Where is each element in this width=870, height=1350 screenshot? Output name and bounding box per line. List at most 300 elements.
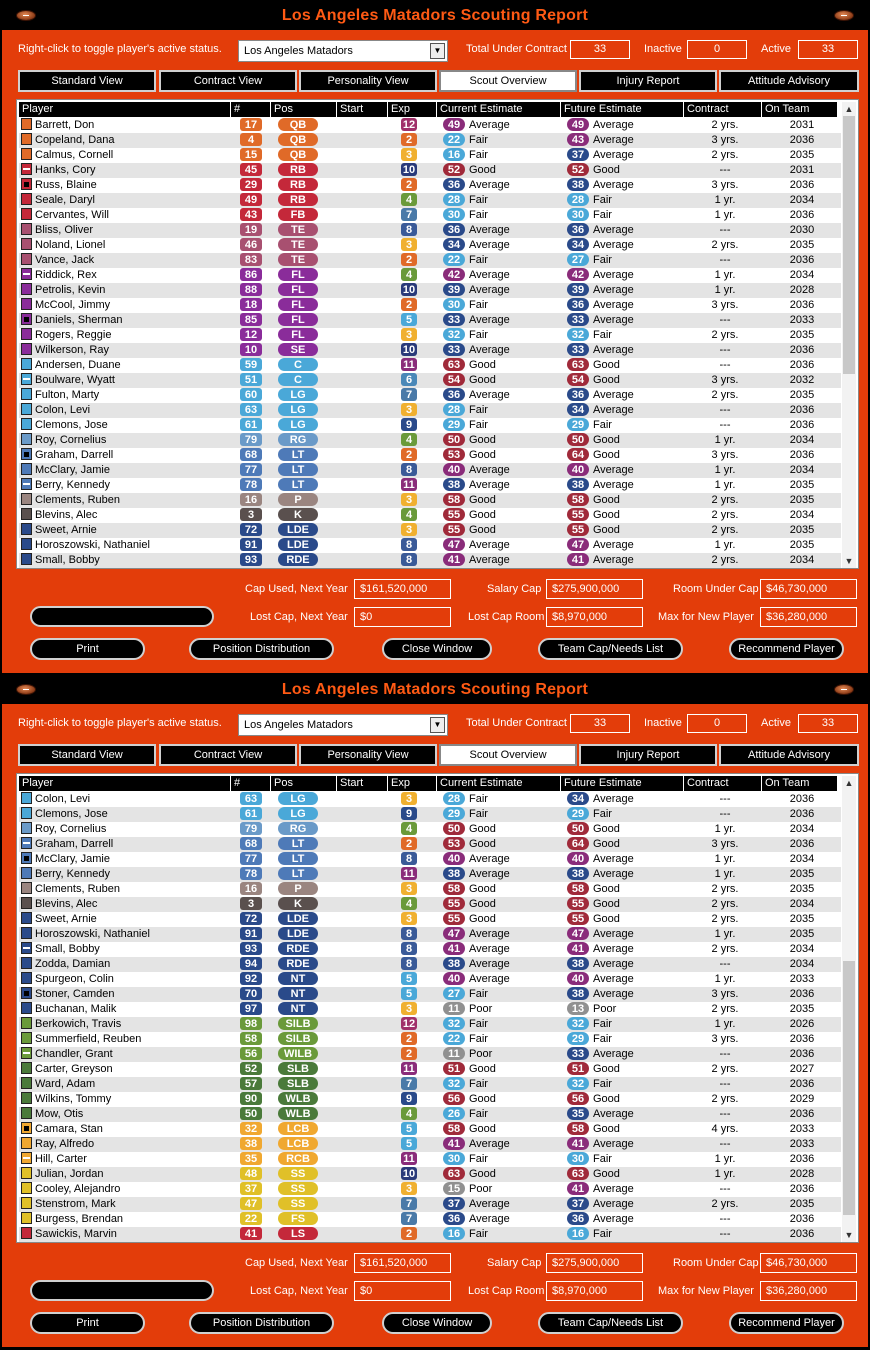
future-estimate-label: Average [593,1198,634,1210]
table-row[interactable] [19,1182,841,1197]
table-row[interactable] [19,792,841,807]
tab-scout-overview[interactable] [439,744,577,766]
position-color-swatch [21,1077,32,1089]
jersey-number: 59 [240,358,262,371]
position-color-swatch [21,358,32,370]
jersey-number: 12 [240,328,262,341]
future-estimate-label: Average [593,1183,634,1195]
future-estimate-value: 56 [567,1092,589,1105]
contract-length: 1 yr. [714,269,736,281]
current-estimate-value: 40 [443,463,465,476]
table-row[interactable] [19,1062,841,1077]
player-name: Chandler, Grant [35,1048,113,1060]
table-row[interactable] [19,418,841,433]
tab-attitude-advisory[interactable] [719,744,859,766]
col-header-future-estimate[interactable]: Future Estimate [561,776,684,791]
view-tabs [18,70,860,92]
position-color-swatch [21,927,32,939]
future-estimate-label: Good [593,823,620,835]
table-row[interactable] [19,897,841,912]
on-team-year: 2035 [789,883,815,895]
recommend-player-button[interactable] [729,1312,844,1334]
position-badge: LDE [278,538,318,551]
current-estimate-label: Good [469,838,496,850]
table-row[interactable] [19,133,841,148]
experience-badge: 10 [402,1168,416,1180]
col-header-on-team[interactable]: On Team [762,102,838,117]
current-estimate-value: 29 [443,807,465,820]
player-name: Stenstrom, Mark [35,1198,116,1210]
table-row[interactable] [19,373,841,388]
future-estimate-value: 55 [567,508,589,521]
table-row[interactable] [19,553,841,568]
on-team-year: 2036 [789,838,815,850]
jersey-number: 92 [240,972,262,985]
window-title: Los Angeles Matadors Scouting Report [281,7,589,24]
jersey-number: 46 [240,238,262,251]
on-team-year: 2034 [789,853,815,865]
on-team-year: 2036 [789,209,815,221]
position-distribution-button[interactable] [189,1312,334,1334]
future-estimate-value: 58 [567,493,589,506]
player-name-field[interactable] [30,1280,214,1301]
experience-badge: 9 [401,807,417,820]
position-badge: SILB [278,1017,318,1030]
player-name: Clements, Ruben [35,883,120,895]
tab-label: Contract View [193,749,263,761]
col-header-future-estimate[interactable]: Future Estimate [561,102,684,117]
position-color-swatch [21,882,32,894]
table-row[interactable] [19,283,841,298]
max-new-player-label: Max for New Player [658,611,754,623]
table-row[interactable] [19,1197,841,1212]
future-estimate-value: 38 [567,478,589,491]
col-header-current-estimate[interactable]: Current Estimate [437,776,561,791]
contract-length: 1 yr. [714,209,736,221]
on-team-year: 2035 [789,913,815,925]
current-estimate-label: Average [469,958,510,970]
experience-badge: 11 [401,867,417,880]
current-estimate-value: 52 [443,163,465,176]
table-row[interactable] [19,238,841,253]
current-estimate-value: 55 [443,508,465,521]
player-name-field[interactable] [30,606,214,627]
position-badge: RB [278,193,318,206]
tab-standard-view[interactable] [18,744,156,766]
salary-cap-label: Salary Cap [487,583,542,595]
on-team-year: 2036 [789,344,815,356]
football-icon [16,684,36,695]
future-estimate-value: 41 [567,1182,589,1195]
position-badge: LT [278,463,318,476]
table-row[interactable] [19,493,841,508]
experience-badge: 8 [401,927,417,940]
future-estimate-value: 38 [567,178,589,191]
hint-text: Right-click to toggle player's active status. [18,43,222,55]
jersey-number: 88 [240,283,262,296]
player-name: Ward, Adam [35,1078,96,1090]
experience-badge: 8 [401,463,417,476]
table-row[interactable] [19,837,841,852]
player-name: Andersen, Duane [35,359,121,371]
future-estimate-value: 33 [567,343,589,356]
tab-contract-view[interactable] [159,744,297,766]
jersey-number: 3 [240,508,262,521]
table-row[interactable] [19,538,841,553]
tab-label: Standard View [51,75,123,87]
current-estimate-label: Average [469,269,510,281]
button-label: Recommend Player [738,643,835,655]
table-row[interactable] [19,253,841,268]
position-badge: FL [278,298,318,311]
scroll-up-icon[interactable]: ▲ [844,778,854,788]
current-estimate-label: Average [469,389,510,401]
position-badge: LG [278,418,318,431]
experience-badge: 3 [401,403,417,416]
team-cap-needs-button[interactable] [538,1312,683,1334]
jersey-number: 58 [240,1032,262,1045]
experience-badge: 4 [401,433,417,446]
table-row[interactable] [19,1227,841,1242]
future-estimate-value: 28 [567,193,589,206]
future-estimate-value: 40 [567,972,589,985]
position-color-swatch [21,418,32,430]
current-estimate-label: Average [469,1138,510,1150]
future-estimate-label: Fair [593,1018,612,1030]
future-estimate-value: 35 [567,1107,589,1120]
tab-standard-view[interactable] [18,70,156,92]
position-color-swatch [21,268,32,280]
table-row[interactable] [19,1002,841,1017]
tab-contract-view[interactable] [159,70,297,92]
jersey-number: 77 [240,852,262,865]
chevron-down-icon[interactable]: ▼ [430,717,445,733]
contract-length: --- [719,164,731,176]
table-row[interactable] [19,807,841,822]
active-label: Active [761,43,791,55]
active-label: Active [761,717,791,729]
vertical-scrollbar[interactable] [842,102,856,568]
col-header-contract[interactable]: Contract [684,102,762,117]
table-row[interactable] [19,1032,841,1047]
table-row[interactable] [19,358,841,373]
on-team-year: 2034 [789,554,815,566]
col-header-player[interactable]: Player [19,776,231,791]
table-row[interactable] [19,343,841,358]
table-row[interactable] [19,478,841,493]
col-header-position[interactable]: Pos [271,102,337,117]
future-estimate-label: Average [593,269,634,281]
position-badge: FL [278,313,318,326]
jersey-number: 16 [240,882,262,895]
player-name: Graham, Darrell [35,838,114,850]
table-row[interactable] [19,148,841,163]
table-row[interactable] [19,867,841,882]
experience-badge: 4 [401,508,417,521]
future-estimate-value: 40 [567,463,589,476]
current-estimate-label: Average [469,314,510,326]
table-row[interactable] [19,508,841,523]
team-select[interactable] [238,40,448,62]
current-estimate-value: 41 [443,942,465,955]
current-estimate-label: Fair [469,1153,488,1165]
table-row[interactable] [19,433,841,448]
current-estimate-value: 27 [443,987,465,1000]
future-estimate-label: Average [593,404,634,416]
col-header-number[interactable]: # [231,102,271,117]
table-row[interactable] [19,927,841,942]
current-estimate-label: Poor [469,1183,493,1195]
current-estimate-value: 33 [443,313,465,326]
position-color-swatch [21,1167,32,1179]
future-estimate-label: Average [593,284,634,296]
current-estimate-label: Good [469,898,496,910]
jersey-number: 51 [240,373,262,386]
scroll-down-icon[interactable]: ▼ [844,1230,854,1240]
player-name: Sawickis, Marvin [35,1228,117,1240]
future-estimate-label: Good [593,883,620,895]
table-row[interactable] [19,523,841,538]
tab-personality-view[interactable] [299,744,437,766]
team-select-value: Los Angeles Matadors [244,719,353,731]
position-color-swatch [21,193,32,205]
table-row[interactable] [19,1092,841,1107]
scrollbar-thumb[interactable] [843,116,855,374]
on-team-year: 2036 [789,1048,815,1060]
scrollbar-thumb[interactable] [843,961,855,1215]
position-badge: NT [278,1002,318,1015]
scroll-down-icon[interactable]: ▼ [844,556,854,566]
contract-length: 1 yr. [714,1153,736,1165]
print-button[interactable] [30,1312,145,1334]
table-row[interactable] [19,1047,841,1062]
player-name: Hanks, Cory [35,164,96,176]
close-window-button[interactable] [382,638,492,660]
position-distribution-button[interactable] [189,638,334,660]
experience-badge: 11 [401,1152,417,1165]
experience-badge: 11 [401,1062,417,1075]
future-estimate-label: Good [593,1123,620,1135]
salary-cap-label: Salary Cap [487,1257,542,1269]
tab-attitude-advisory[interactable] [719,70,859,92]
table-row[interactable] [19,268,841,283]
on-team-year: 2035 [789,389,815,401]
col-header-player[interactable]: Player [19,102,231,117]
current-estimate-value: 50 [443,433,465,446]
col-header-number[interactable]: # [231,776,271,791]
vertical-scrollbar[interactable] [842,776,856,1242]
table-row[interactable] [19,1122,841,1137]
contract-length: 2 yrs. [711,1003,739,1015]
table-row[interactable] [19,822,841,837]
table-row[interactable] [19,1152,841,1167]
player-name: Ray, Alfredo [35,1138,95,1150]
tab-injury-report[interactable] [579,744,717,766]
table-row[interactable] [19,298,841,313]
inactive-label: Inactive [644,717,682,729]
team-cap-needs-button[interactable] [538,638,683,660]
col-header-on-team[interactable]: On Team [762,776,838,791]
current-estimate-value: 34 [443,238,465,251]
table-row[interactable] [19,987,841,1002]
inactive-value: 0 [687,714,747,733]
table-row[interactable] [19,448,841,463]
current-estimate-label: Fair [469,988,488,1000]
table-row[interactable] [19,193,841,208]
col-header-contract[interactable]: Contract [684,776,762,791]
future-estimate-label: Good [593,898,620,910]
table-row[interactable] [19,1167,841,1182]
player-name: Wilkins, Tommy [35,1093,112,1105]
tab-scout-overview[interactable] [439,70,577,92]
position-color-swatch [21,1227,32,1239]
current-estimate-label: Average [469,554,510,566]
view-tabs [18,744,860,766]
table-row[interactable] [19,1137,841,1152]
on-team-year: 2036 [789,1228,815,1240]
jersey-number: 3 [240,897,262,910]
current-estimate-value: 16 [443,148,465,161]
tab-personality-view[interactable] [299,70,437,92]
scroll-up-icon[interactable]: ▲ [844,104,854,114]
football-icon [834,684,854,695]
room-under-cap-label: Room Under Cap [673,1257,759,1269]
table-row[interactable] [19,163,841,178]
experience-badge: 5 [401,972,417,985]
current-estimate-value: 53 [443,448,465,461]
table-row[interactable] [19,208,841,223]
future-estimate-value: 34 [567,403,589,416]
future-estimate-value: 51 [567,1062,589,1075]
contract-length: 3 yrs. [711,1033,739,1045]
title-bar[interactable] [2,2,868,30]
col-header-start[interactable]: Start [337,776,388,791]
table-row[interactable] [19,403,841,418]
jersey-number: 49 [240,193,262,206]
col-header-start[interactable]: Start [337,102,388,117]
button-label: Close Window [401,1317,473,1329]
future-estimate-value: 47 [567,927,589,940]
player-name: Hill, Carter [35,1153,87,1165]
experience-badge: 3 [401,882,417,895]
position-color-swatch [21,433,32,445]
table-row[interactable] [19,852,841,867]
position-badge: NT [278,987,318,1000]
future-estimate-label: Good [593,374,620,386]
player-name: Daniels, Sherman [35,314,123,326]
contract-length: 3 yrs. [711,988,739,1000]
current-estimate-value: 30 [443,298,465,311]
player-name: Carter, Greyson [35,1063,113,1075]
chevron-down-icon[interactable]: ▼ [430,43,445,59]
current-estimate-value: 38 [443,478,465,491]
position-color-swatch [21,1017,32,1029]
position-badge: FL [278,268,318,281]
current-estimate-label: Average [469,284,510,296]
title-bar[interactable] [2,676,868,704]
position-color-swatch [21,852,32,864]
jersey-number: 93 [240,553,262,566]
current-estimate-label: Fair [469,1018,488,1030]
future-estimate-label: Average [593,239,634,251]
table-row[interactable] [19,1212,841,1227]
future-estimate-label: Good [593,913,620,925]
on-team-year: 2033 [789,1138,815,1150]
future-estimate-value: 13 [567,1002,589,1015]
table-row[interactable] [19,1107,841,1122]
table-row[interactable] [19,957,841,972]
contract-length: --- [719,1048,731,1060]
table-row[interactable] [19,942,841,957]
position-color-swatch [21,957,32,969]
experience-badge: 5 [401,1122,417,1135]
position-color-swatch [21,298,32,310]
current-estimate-label: Average [469,868,510,880]
contract-length: 2 yrs. [711,119,739,131]
position-badge: RB [278,178,318,191]
close-window-button[interactable] [382,1312,492,1334]
table-row[interactable] [19,912,841,927]
recommend-player-button[interactable] [729,638,844,660]
table-row[interactable] [19,223,841,238]
jersey-number: 47 [240,1197,262,1210]
table-row[interactable] [19,118,841,133]
jersey-number: 4 [240,133,262,146]
table-row[interactable] [19,463,841,478]
col-header-experience[interactable]: Exp [388,102,437,117]
col-header-current-estimate[interactable]: Current Estimate [437,102,561,117]
contract-length: 2 yrs. [711,389,739,401]
current-estimate-label: Average [469,853,510,865]
table-row[interactable] [19,328,841,343]
total-under-contract-label: Total Under Contract [466,43,567,55]
current-estimate-label: Good [469,164,496,176]
future-estimate-label: Average [593,344,634,356]
player-name: Barrett, Don [35,119,95,131]
on-team-year: 2036 [789,1078,815,1090]
table-row[interactable] [19,1077,841,1092]
current-estimate-value: 55 [443,897,465,910]
experience-badge: 4 [401,193,417,206]
table-row[interactable] [19,313,841,328]
tab-injury-report[interactable] [579,70,717,92]
table-row[interactable] [19,972,841,987]
table-row[interactable] [19,178,841,193]
position-badge: LG [278,388,318,401]
on-team-year: 2030 [789,224,815,236]
position-color-swatch [21,148,32,160]
table-row[interactable] [19,882,841,897]
table-row[interactable] [19,1017,841,1032]
jersey-number: 22 [240,1212,262,1225]
print-button[interactable] [30,638,145,660]
on-team-year: 2036 [789,808,815,820]
future-estimate-value: 36 [567,1212,589,1225]
on-team-year: 2036 [789,1153,815,1165]
future-estimate-value: 54 [567,373,589,386]
future-estimate-value: 64 [567,837,589,850]
table-row[interactable] [19,388,841,403]
on-team-year: 2035 [789,239,815,251]
team-select[interactable] [238,714,448,736]
col-header-experience[interactable]: Exp [388,776,437,791]
experience-badge: 3 [401,328,417,341]
future-estimate-value: 38 [567,987,589,1000]
position-badge: LT [278,852,318,865]
current-estimate-value: 22 [443,133,465,146]
jersey-number: 17 [240,118,262,131]
col-header-position[interactable]: Pos [271,776,337,791]
